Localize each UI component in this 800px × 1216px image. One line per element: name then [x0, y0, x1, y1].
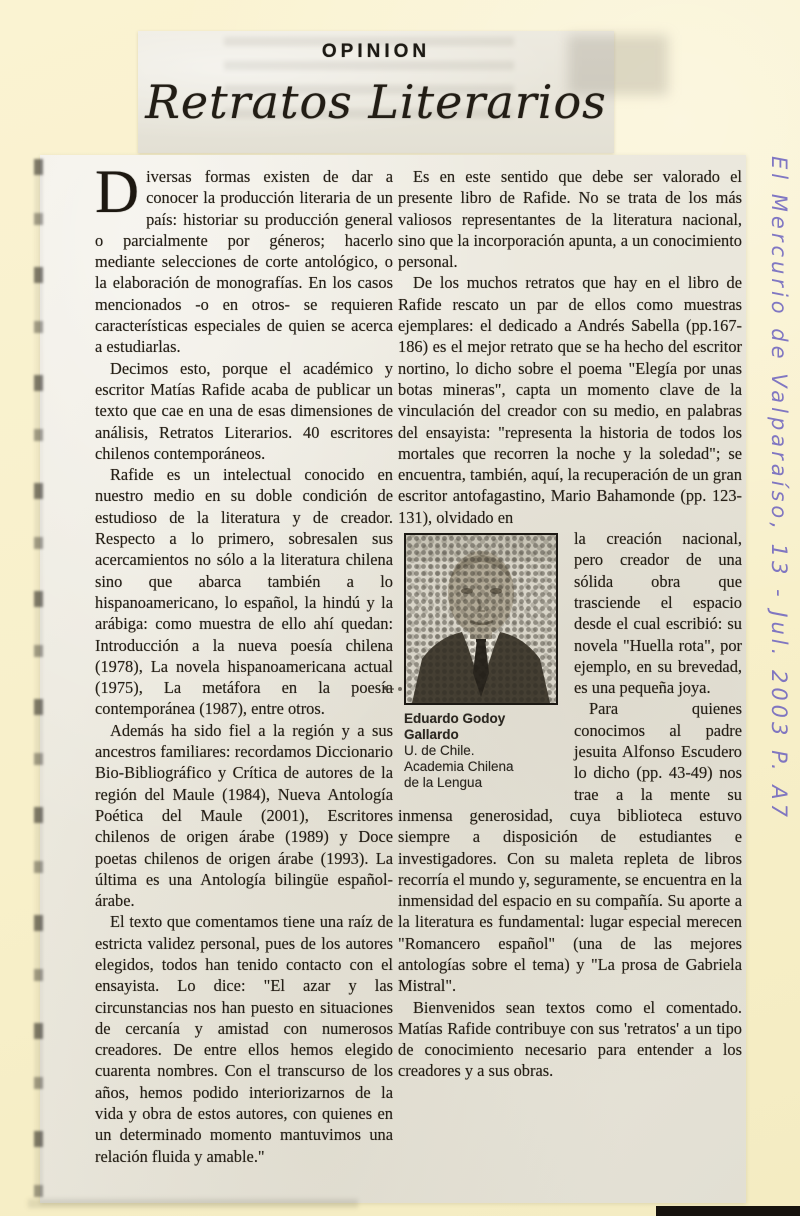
photo-block — [398, 533, 562, 791]
paragraph: Para quienes conocimos al padre jesuita Alfonso Escudero lo dicho (pp. 43-49) nos trae a la mente su inmensa generosidad, cuya biblioteca estuvo siempre a disposición de estudiantes e investigadores. Con su maleta repleta de libros recorría el mundo y, seguramente, se encuentra en la inmensidad del espacio en su compañía. Su aporte a la literatura es fundamental: lugar especial merecen "Romancero español" (una de las mejores antologías sobre el tema) y "La prosa de Gabriela Mistral". — [398, 699, 742, 996]
caption-affiliation-3: de la Lengua — [404, 775, 483, 791]
paragraph: Además ha sido fiel a la región y a sus ancestros familiares: recordamos Diccionario Bio-Bibliográfico y Crítica de autores de la región del Maule (1984), Nueva Antología Poética del Maule (2001), Escritores chilenos de origen árabe (1989) y Doce poetas chilenos de origen árabe (1993). La última es una Antología bilingüe español-árabe. — [95, 720, 393, 911]
handwritten-margin-annotation: El Mercurio de Valparaíso, 13 - Jul. 2003 P. A7 — [767, 156, 791, 821]
article-clipping — [40, 155, 746, 1203]
article-title: Retratos Literarios — [145, 75, 607, 129]
torn-edge-shading — [34, 159, 43, 1197]
column-2 — [398, 166, 742, 1082]
paragraph: Decimos esto, porque el académico y escritor Matías Rafide acaba de publicar un texto que cae en una de esas dimensiones de análisis, Retratos Literarios. 40 escritores chilenos contemporáneos. — [95, 358, 393, 463]
scan-black-bar-artifact — [656, 1206, 800, 1216]
paragraph: Bienvenidos sean textos como el comentado. Matías Rafide contribuye con sus 'retratos' a un tipo de conocimiento necesario para entender a los creadores y a sus obras. — [398, 997, 742, 1081]
section-label: OPINION — [321, 41, 431, 62]
paragraph-text: iversas formas existen de dar a conocer la producción literaria de un país: historiar su producción general o parcialmente por géneros; hacerlo mediante selecciones de corte antológico, o la elaboración de monografías. En los casos mencionados -o en otros- se requieren características especiales de quien se acerca a estudiarlas. — [95, 167, 393, 357]
caption-affiliation-2: Academia Chilena — [404, 759, 514, 775]
paragraph: Es en este sentido que debe ser valorado el presente libro de Rafide. No se trata de los más valiosos representantes de la literatura nacional, sino que la incorporación apunta, a un conocimiento personal. — [398, 167, 742, 272]
caption-affiliation-1: U. de Chile. — [404, 743, 475, 759]
paragraph: De los muchos retratos que hay en el libro de Rafide rescato un par de ellos como muestras ejemplares: el dedicado a Andrés Sabella (pp.167-186) es el mejor retrato que se ha hecho del escritor nortino, lo dicho sobre el poema "Elegía por unas botas mineras", capta un momento clave de la vinculación del creador con su medio, en palabras del ensayista: "representa la historia de todos los mortales que recorren la noche y la soledad"; se encuentra, también, aquí, la recuperación de un gran escritor antofagastino, Mario Bahamonde (pp. 123-131), olvidado en — [398, 273, 742, 527]
portrait-photo — [404, 533, 558, 705]
paragraph: El texto que comentamos tiene una raíz de estricta validez personal, pues de los autores elegidos, todos han tenido contacto con el ensayista. Lo dice: "El azar y las circunstancias nos han puesto en situaciones de cercanía y amistad con numerosos creadores. De entre ellos hemos elegido cuarenta nombres. Con el transcurso de los años, hemos podido interiorizarnos de la vida y obra de estos autores, con quienes en un determinado momento mantuvimos una relación fluida y amable." — [95, 912, 393, 1166]
scan-smudge-artifact — [28, 1199, 358, 1208]
paragraph — [95, 159, 393, 358]
masthead-strip — [138, 31, 614, 153]
paragraph: Rafide es un intelectual conocido en nuestro medio en su doble condición de estudioso de la literatura y de creador. Respecto a lo primero, sobresalen sus acercamientos no sólo a la literatura chilena sino que abarca también a lo hispanoamericano, lo español, la hindú y la arábiga: como muestra de ello ahí quedan: Introducción a la nueva poesía chilena (1978), La novela hispanoamericana actual (1975), La metáfora en la poesía contemporánea (1987), entre otros. — [95, 465, 393, 719]
paragraph: la creación nacional, pero creador de una sólida obra que trasciende el espacio desde el cual escribió: su novela "Huella rota", por ejemplo, en su brevedad, es una pequeña joya. — [574, 529, 742, 698]
caption-name: Eduardo Godoy Gallardo — [404, 711, 506, 743]
drop-cap: D — [95, 159, 140, 226]
column-1 — [95, 159, 393, 1167]
photo-caption — [404, 711, 562, 791]
